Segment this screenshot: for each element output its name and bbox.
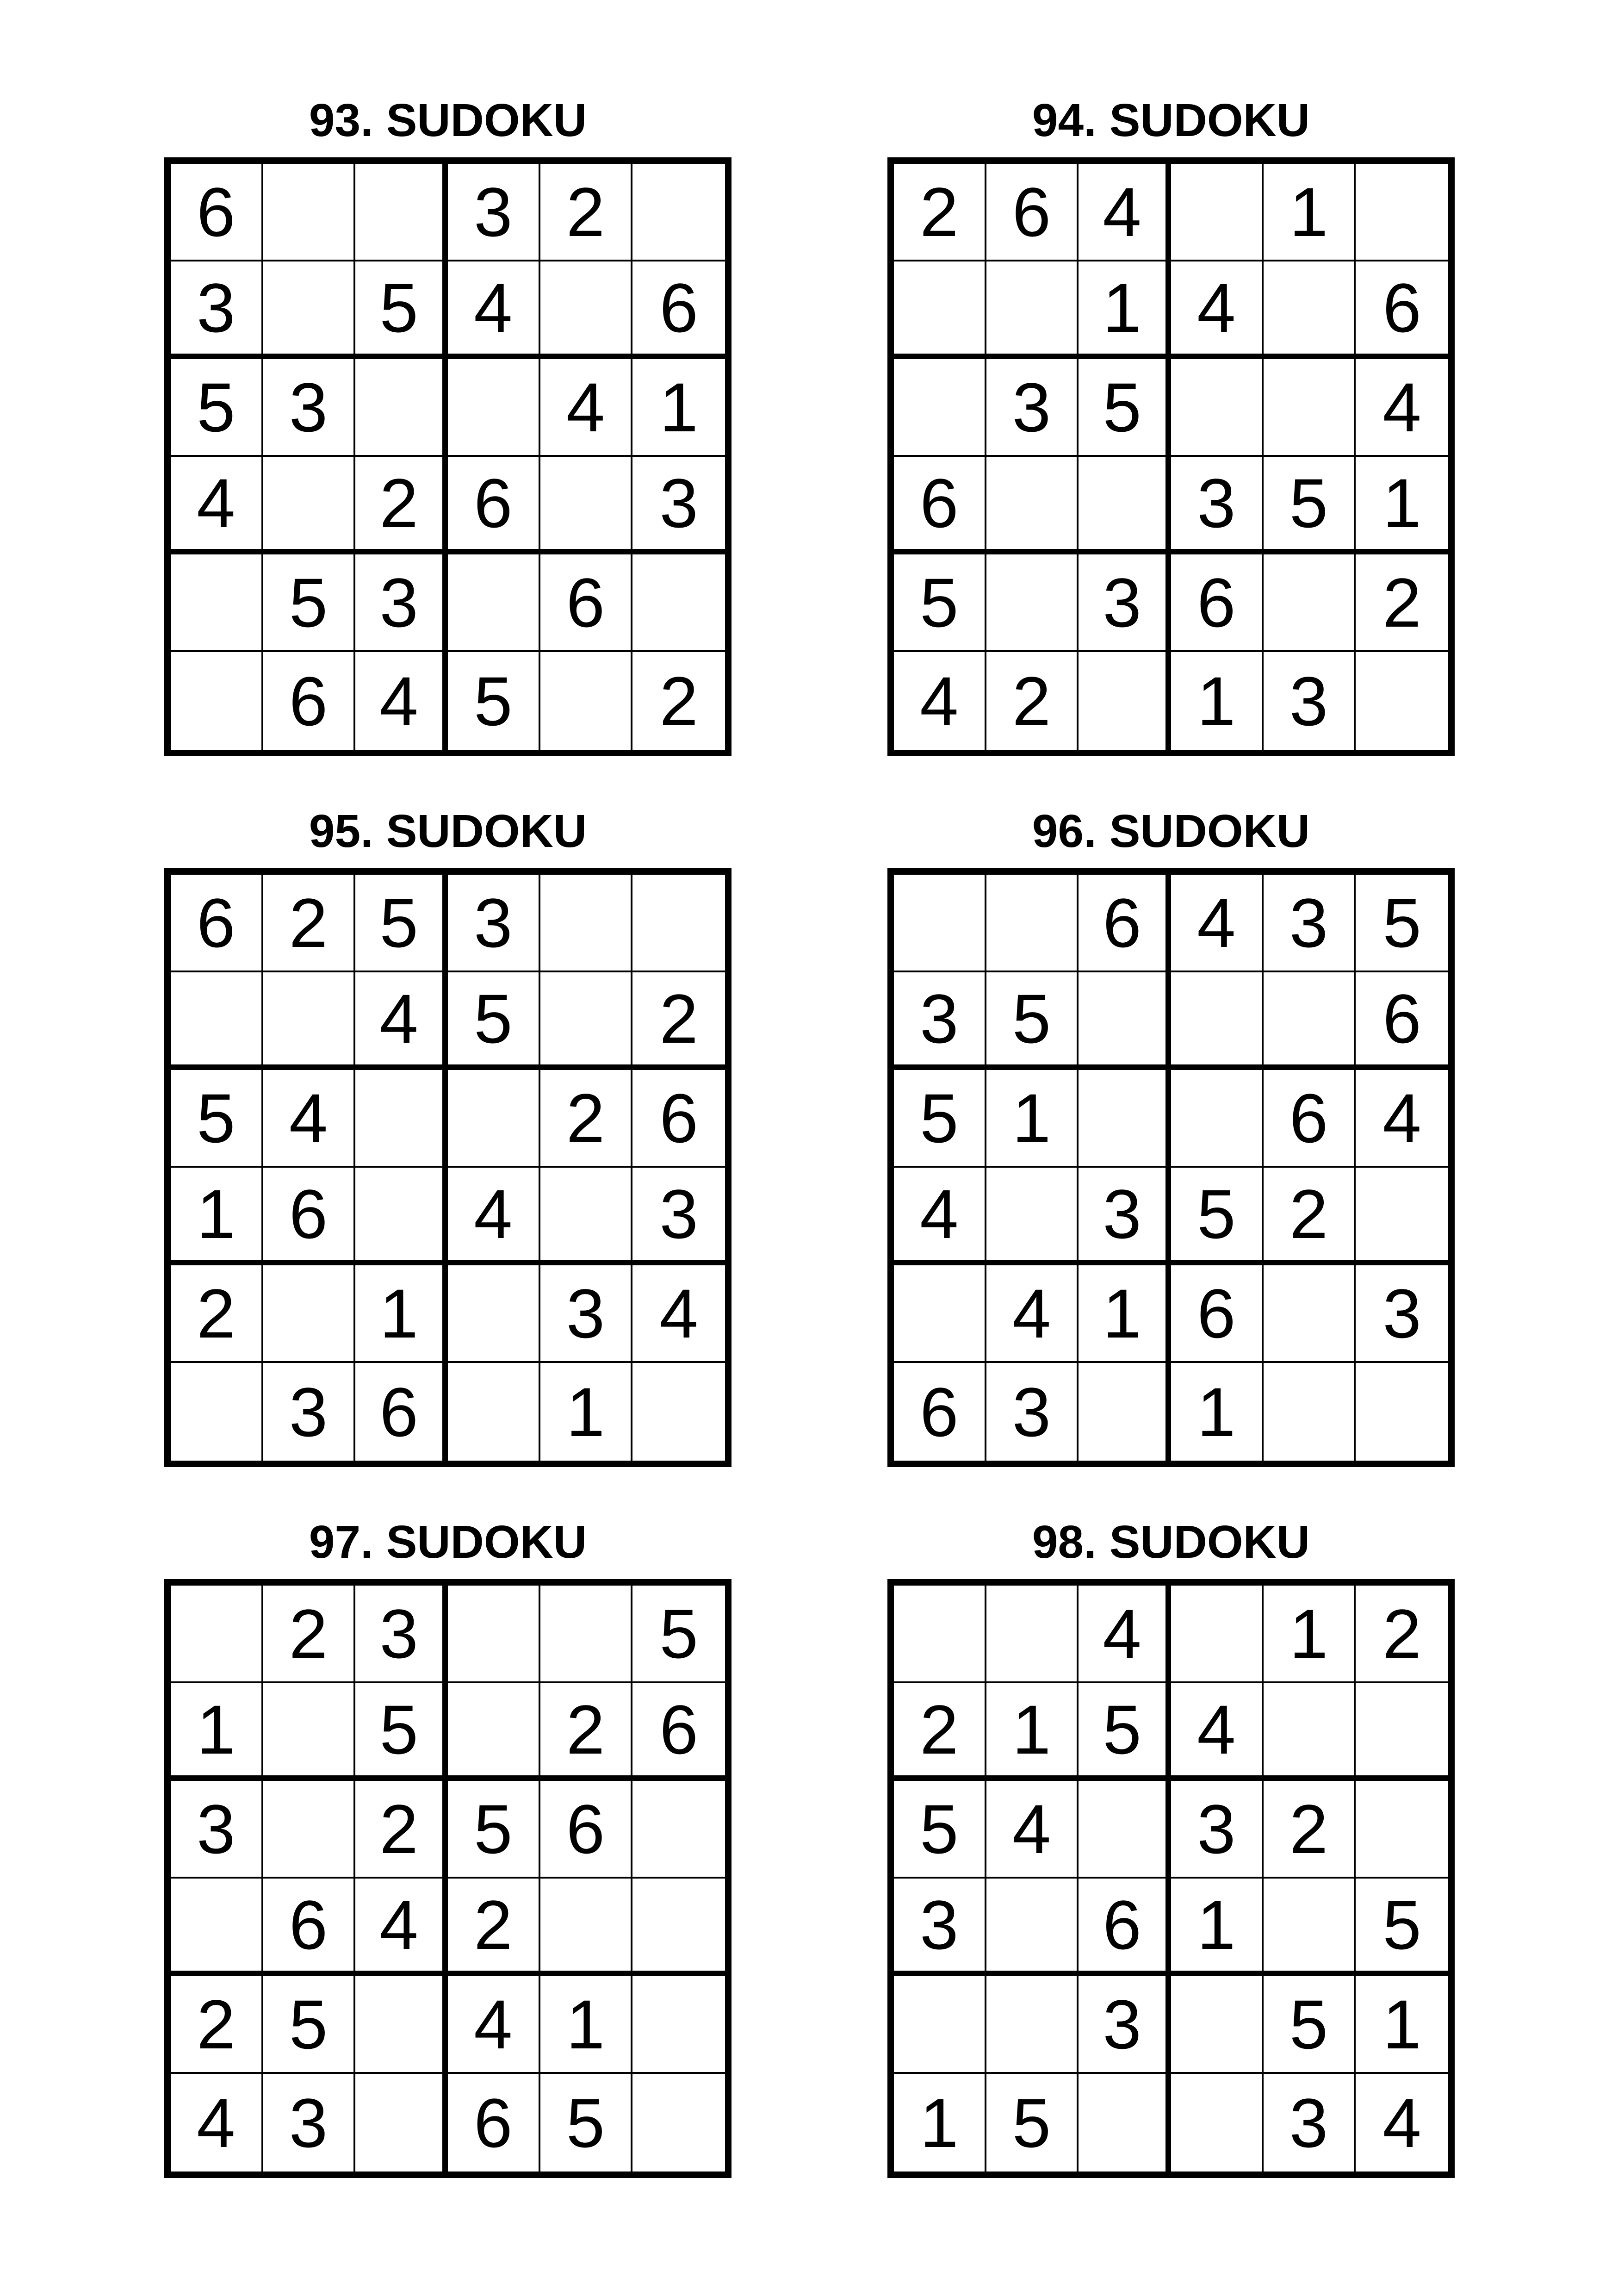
sudoku-cell[interactable]: 3: [986, 359, 1079, 457]
sudoku-cell[interactable]: 3: [171, 1781, 263, 1879]
sudoku-cell[interactable]: [1079, 1363, 1171, 1461]
sudoku-cell[interactable]: 6: [1079, 1879, 1171, 1976]
sudoku-cell[interactable]: [1171, 1586, 1264, 1683]
sudoku-cell[interactable]: [355, 359, 448, 457]
sudoku-cell[interactable]: 5: [355, 875, 448, 972]
sudoku-cell[interactable]: [448, 1363, 540, 1461]
puzzle-title: 93. SUDOKU: [309, 94, 587, 146]
sudoku-cell[interactable]: [894, 875, 986, 972]
sudoku-cell[interactable]: 3: [448, 164, 540, 261]
sudoku-cell[interactable]: 6: [540, 1781, 633, 1879]
sudoku-cell[interactable]: [355, 1976, 448, 2074]
sudoku-cell[interactable]: 1: [986, 1070, 1079, 1168]
sudoku-cell[interactable]: [986, 875, 1079, 972]
sudoku-cell[interactable]: 2: [1356, 1586, 1448, 1683]
sudoku-cell[interactable]: 6: [540, 554, 633, 652]
sudoku-cell[interactable]: 5: [448, 1781, 540, 1879]
sudoku-cell[interactable]: 4: [355, 1879, 448, 1976]
sudoku-cell[interactable]: 6: [263, 1879, 356, 1976]
sudoku-cell[interactable]: 2: [263, 1586, 356, 1683]
sudoku-cell[interactable]: 4: [1079, 1586, 1171, 1683]
sudoku-cell[interactable]: 4: [171, 457, 263, 554]
sudoku-cell[interactable]: 4: [986, 1265, 1079, 1363]
sudoku-cell[interactable]: 6: [263, 652, 356, 750]
puzzle-title: 98. SUDOKU: [1032, 1516, 1310, 1568]
sudoku-cell[interactable]: [448, 1070, 540, 1168]
sudoku-cell[interactable]: 5: [540, 2074, 633, 2172]
sudoku-cell[interactable]: 3: [171, 261, 263, 359]
sudoku-grid: [887, 868, 1455, 1467]
sudoku-cell[interactable]: [1079, 2074, 1171, 2172]
sudoku-cell[interactable]: [632, 2074, 725, 2172]
sudoku-cell[interactable]: 2: [171, 1976, 263, 2074]
sudoku-cell[interactable]: [986, 261, 1079, 359]
sudoku-grid: [164, 868, 732, 1467]
sudoku-cell[interactable]: 1: [1171, 652, 1264, 750]
sudoku-cell[interactable]: 5: [1264, 1976, 1356, 2074]
sudoku-cell[interactable]: [1264, 554, 1356, 652]
sudoku-cell[interactable]: 1: [171, 1168, 263, 1265]
sudoku-cell[interactable]: 3: [263, 1363, 356, 1461]
sudoku-cell[interactable]: 5: [986, 972, 1079, 1070]
sudoku-cell[interactable]: 4: [632, 1265, 725, 1363]
sudoku-cell[interactable]: 1: [1171, 1363, 1264, 1461]
sudoku-cell[interactable]: 1: [540, 1976, 633, 2074]
sudoku-cell[interactable]: [171, 554, 263, 652]
sudoku-cell[interactable]: 4: [1171, 261, 1264, 359]
sudoku-cell[interactable]: [171, 1586, 263, 1683]
sudoku-cell[interactable]: [632, 1879, 725, 1976]
sudoku-cell[interactable]: 5: [1079, 359, 1171, 457]
sudoku-cell[interactable]: [1171, 164, 1264, 261]
sudoku-cell[interactable]: 6: [355, 1363, 448, 1461]
sudoku-cell[interactable]: 3: [1264, 2074, 1356, 2172]
sudoku-cell[interactable]: [986, 554, 1079, 652]
sudoku-cell[interactable]: [448, 1586, 540, 1683]
sudoku-cell[interactable]: 6: [171, 875, 263, 972]
sudoku-cell[interactable]: [171, 972, 263, 1070]
sudoku-cell[interactable]: 4: [448, 261, 540, 359]
sudoku-cell[interactable]: [1356, 1781, 1448, 1879]
sudoku-cell[interactable]: [894, 1265, 986, 1363]
sudoku-cell[interactable]: 2: [540, 164, 633, 261]
sudoku-cell[interactable]: [1079, 1070, 1171, 1168]
sudoku-cell[interactable]: 4: [355, 652, 448, 750]
sudoku-grid: [887, 1579, 1455, 2178]
sudoku-cell[interactable]: [986, 1976, 1079, 2074]
sudoku-cell[interactable]: [171, 1363, 263, 1461]
sudoku-cell[interactable]: [263, 1265, 356, 1363]
sudoku-cell[interactable]: 3: [1171, 457, 1264, 554]
sudoku-cell[interactable]: 1: [355, 1265, 448, 1363]
sudoku-cell[interactable]: [1264, 261, 1356, 359]
sudoku-cell[interactable]: 6: [1171, 1265, 1264, 1363]
sudoku-cell[interactable]: 1: [1079, 1265, 1171, 1363]
sudoku-cell[interactable]: 2: [1264, 1168, 1356, 1265]
sudoku-cell[interactable]: 4: [540, 359, 633, 457]
sudoku-cell[interactable]: [1171, 1070, 1264, 1168]
sudoku-cell[interactable]: 6: [894, 457, 986, 554]
sudoku-cell[interactable]: 3: [632, 1168, 725, 1265]
sudoku-cell[interactable]: 3: [1264, 875, 1356, 972]
sudoku-cell[interactable]: [632, 164, 725, 261]
sudoku-cell[interactable]: 5: [171, 1070, 263, 1168]
sudoku-cell[interactable]: [540, 457, 633, 554]
sudoku-cell[interactable]: 5: [355, 261, 448, 359]
sudoku-cell[interactable]: [540, 261, 633, 359]
sudoku-cell[interactable]: [1171, 1976, 1264, 2074]
sudoku-cell[interactable]: 2: [1264, 1781, 1356, 1879]
sudoku-cell[interactable]: 5: [1356, 1879, 1448, 1976]
sudoku-cell[interactable]: [632, 875, 725, 972]
sudoku-cell[interactable]: 5: [448, 972, 540, 1070]
sudoku-cell[interactable]: [540, 652, 633, 750]
sudoku-cell[interactable]: 2: [632, 972, 725, 1070]
puzzle-title: 94. SUDOKU: [1032, 94, 1310, 146]
sudoku-cell[interactable]: [632, 1363, 725, 1461]
sudoku-cell[interactable]: [448, 1683, 540, 1781]
sudoku-cell[interactable]: 6: [1171, 554, 1264, 652]
sudoku-cell[interactable]: 1: [632, 359, 725, 457]
sudoku-cell[interactable]: 4: [1079, 164, 1171, 261]
sudoku-cell[interactable]: 4: [894, 1168, 986, 1265]
sudoku-cell[interactable]: 6: [1264, 1070, 1356, 1168]
sudoku-cell[interactable]: 4: [986, 1781, 1079, 1879]
sudoku-cell[interactable]: 5: [1356, 875, 1448, 972]
sudoku-cell[interactable]: 3: [263, 359, 356, 457]
sudoku-cell[interactable]: 3: [1171, 1781, 1264, 1879]
sudoku-cell[interactable]: 1: [894, 2074, 986, 2172]
sudoku-cell[interactable]: 3: [894, 1879, 986, 1976]
sudoku-cell[interactable]: 5: [894, 554, 986, 652]
sudoku-cell[interactable]: 5: [171, 359, 263, 457]
sudoku-cell[interactable]: [986, 1586, 1079, 1683]
sudoku-cell[interactable]: [1264, 1683, 1356, 1781]
sudoku-cell[interactable]: 5: [1079, 1683, 1171, 1781]
sudoku-cell[interactable]: 6: [1079, 875, 1171, 972]
sudoku-cell[interactable]: 6: [632, 261, 725, 359]
sudoku-cell[interactable]: [263, 164, 356, 261]
sudoku-cell[interactable]: [448, 359, 540, 457]
sudoku-grid: [887, 157, 1455, 756]
sudoku-cell[interactable]: [986, 457, 1079, 554]
sudoku-cell[interactable]: 3: [355, 554, 448, 652]
sudoku-cell[interactable]: 2: [540, 1683, 633, 1781]
sudoku-cell[interactable]: 2: [1356, 554, 1448, 652]
sudoku-cell[interactable]: 4: [263, 1070, 356, 1168]
sudoku-cell[interactable]: 2: [355, 457, 448, 554]
sudoku-cell[interactable]: 5: [894, 1781, 986, 1879]
sudoku-cell[interactable]: [1264, 1265, 1356, 1363]
sudoku-cell[interactable]: [171, 652, 263, 750]
sudoku-cell[interactable]: 1: [986, 1683, 1079, 1781]
sudoku-cell[interactable]: [1356, 1168, 1448, 1265]
sudoku-cell[interactable]: 5: [1171, 1168, 1264, 1265]
sudoku-cell[interactable]: [171, 1879, 263, 1976]
sudoku-cell[interactable]: 1: [1356, 1976, 1448, 2074]
sudoku-cell[interactable]: [1356, 652, 1448, 750]
sudoku-cell[interactable]: 3: [986, 1363, 1079, 1461]
sudoku-cell[interactable]: [540, 972, 633, 1070]
sudoku-cell[interactable]: 5: [263, 554, 356, 652]
sudoku-cell[interactable]: 6: [1356, 261, 1448, 359]
sudoku-cell[interactable]: 6: [632, 1683, 725, 1781]
sudoku-cell[interactable]: 4: [448, 1976, 540, 2074]
sudoku-cell[interactable]: [1264, 1879, 1356, 1976]
sudoku-cell[interactable]: [632, 1976, 725, 2074]
sudoku-cell[interactable]: 4: [1171, 1683, 1264, 1781]
sudoku-cell[interactable]: 6: [448, 457, 540, 554]
sudoku-cell[interactable]: [1356, 1683, 1448, 1781]
sudoku-cell[interactable]: 4: [894, 652, 986, 750]
sudoku-cell[interactable]: [1356, 164, 1448, 261]
sudoku-cell[interactable]: 5: [894, 1070, 986, 1168]
sudoku-cell[interactable]: 5: [355, 1683, 448, 1781]
sudoku-cell[interactable]: [1079, 972, 1171, 1070]
sudoku-cell[interactable]: [894, 1976, 986, 2074]
sudoku-cell[interactable]: [986, 1879, 1079, 1976]
sudoku-cell[interactable]: 6: [263, 1168, 356, 1265]
sudoku-cell[interactable]: 2: [540, 1070, 633, 1168]
sudoku-cell[interactable]: [448, 554, 540, 652]
sudoku-cell[interactable]: 1: [1356, 457, 1448, 554]
sudoku-cell[interactable]: 2: [986, 652, 1079, 750]
sudoku-cell[interactable]: [1079, 1781, 1171, 1879]
sudoku-cell[interactable]: [263, 457, 356, 554]
sudoku-cell[interactable]: 2: [171, 1265, 263, 1363]
sudoku-cell[interactable]: 3: [1079, 1976, 1171, 2074]
sudoku-cell[interactable]: 3: [894, 972, 986, 1070]
sudoku-cell[interactable]: 3: [540, 1265, 633, 1363]
sudoku-cell[interactable]: [1356, 1363, 1448, 1461]
sudoku-cell[interactable]: 2: [355, 1781, 448, 1879]
sudoku-cell[interactable]: 2: [263, 875, 356, 972]
sudoku-cell[interactable]: 4: [355, 972, 448, 1070]
sudoku-cell[interactable]: [1079, 457, 1171, 554]
sudoku-cell[interactable]: [355, 1168, 448, 1265]
puzzle-title: 97. SUDOKU: [309, 1516, 587, 1568]
sudoku-cell[interactable]: [355, 2074, 448, 2172]
sudoku-cell[interactable]: 1: [171, 1683, 263, 1781]
sudoku-cell[interactable]: [894, 359, 986, 457]
puzzle-title: 95. SUDOKU: [309, 805, 587, 857]
sudoku-cell[interactable]: 3: [355, 1586, 448, 1683]
sudoku-cell[interactable]: [1171, 972, 1264, 1070]
sudoku-cell[interactable]: [1264, 359, 1356, 457]
sudoku-cell[interactable]: 6: [894, 1363, 986, 1461]
sudoku-cell[interactable]: [540, 1168, 633, 1265]
sudoku-cell[interactable]: 6: [448, 2074, 540, 2172]
sudoku-cell[interactable]: 5: [263, 1976, 356, 2074]
sudoku-cell[interactable]: 4: [1356, 1070, 1448, 1168]
sudoku-cell[interactable]: [263, 1781, 356, 1879]
sudoku-cell[interactable]: 2: [894, 164, 986, 261]
sudoku-cell[interactable]: [1171, 2074, 1264, 2172]
sudoku-cell[interactable]: 5: [986, 2074, 1079, 2172]
sudoku-cell[interactable]: [894, 1586, 986, 1683]
sudoku-cell[interactable]: 4: [1171, 875, 1264, 972]
sudoku-cell[interactable]: 5: [1264, 457, 1356, 554]
sudoku-cell[interactable]: [1264, 1363, 1356, 1461]
sudoku-cell[interactable]: 1: [1171, 1879, 1264, 1976]
sudoku-cell[interactable]: 6: [986, 164, 1079, 261]
sudoku-cell[interactable]: 1: [540, 1363, 633, 1461]
sudoku-cell[interactable]: 4: [171, 2074, 263, 2172]
sudoku-cell[interactable]: [632, 1781, 725, 1879]
sudoku-cell[interactable]: 6: [1356, 972, 1448, 1070]
sudoku-grid: [164, 1579, 732, 2178]
sudoku-cell[interactable]: 4: [448, 1168, 540, 1265]
sudoku-cell[interactable]: 3: [1079, 554, 1171, 652]
sudoku-cell[interactable]: 1: [1264, 164, 1356, 261]
sudoku-cell[interactable]: 2: [659, 662, 698, 740]
sudoku-cell[interactable]: 3: [1079, 1168, 1171, 1265]
sudoku-cell[interactable]: [1171, 359, 1264, 457]
puzzle-title: 96. SUDOKU: [1032, 805, 1310, 857]
sudoku-cell[interactable]: 3: [448, 875, 540, 972]
sudoku-cell[interactable]: [632, 554, 725, 652]
sudoku-cell[interactable]: 2: [894, 1683, 986, 1781]
sudoku-cell[interactable]: [355, 1070, 448, 1168]
sudoku-cell[interactable]: 2: [448, 1879, 540, 1976]
sudoku-cell[interactable]: 4: [1356, 359, 1448, 457]
sudoku-cell[interactable]: [894, 261, 986, 359]
sudoku-cell[interactable]: [1264, 972, 1356, 1070]
sudoku-cell[interactable]: [263, 261, 356, 359]
sudoku-cell[interactable]: 1: [1264, 1586, 1356, 1683]
sudoku-cell[interactable]: [540, 875, 633, 972]
sudoku-cell[interactable]: [986, 1168, 1079, 1265]
sudoku-cell[interactable]: [540, 1586, 633, 1683]
sudoku-cell[interactable]: 1: [1079, 261, 1171, 359]
sudoku-cell[interactable]: 3: [1264, 652, 1356, 750]
sudoku-cell[interactable]: [263, 972, 356, 1070]
sudoku-cell[interactable]: [1079, 652, 1171, 750]
sudoku-cell[interactable]: [263, 1683, 356, 1781]
sudoku-cell[interactable]: [355, 164, 448, 261]
sudoku-cell[interactable]: [448, 1265, 540, 1363]
sudoku-cell[interactable]: [540, 1879, 633, 1976]
sudoku-cell[interactable]: 6: [632, 1070, 725, 1168]
sudoku-cell[interactable]: 5: [448, 652, 540, 750]
sudoku-cell[interactable]: 3: [263, 2074, 356, 2172]
sudoku-cell[interactable]: 3: [632, 457, 725, 554]
sudoku-cell[interactable]: 5: [632, 1586, 725, 1683]
sudoku-grid: [164, 157, 732, 756]
sudoku-cell[interactable]: 4: [1382, 2084, 1421, 2162]
sudoku-cell[interactable]: 3: [1356, 1265, 1448, 1363]
sudoku-cell[interactable]: 6: [171, 164, 263, 261]
